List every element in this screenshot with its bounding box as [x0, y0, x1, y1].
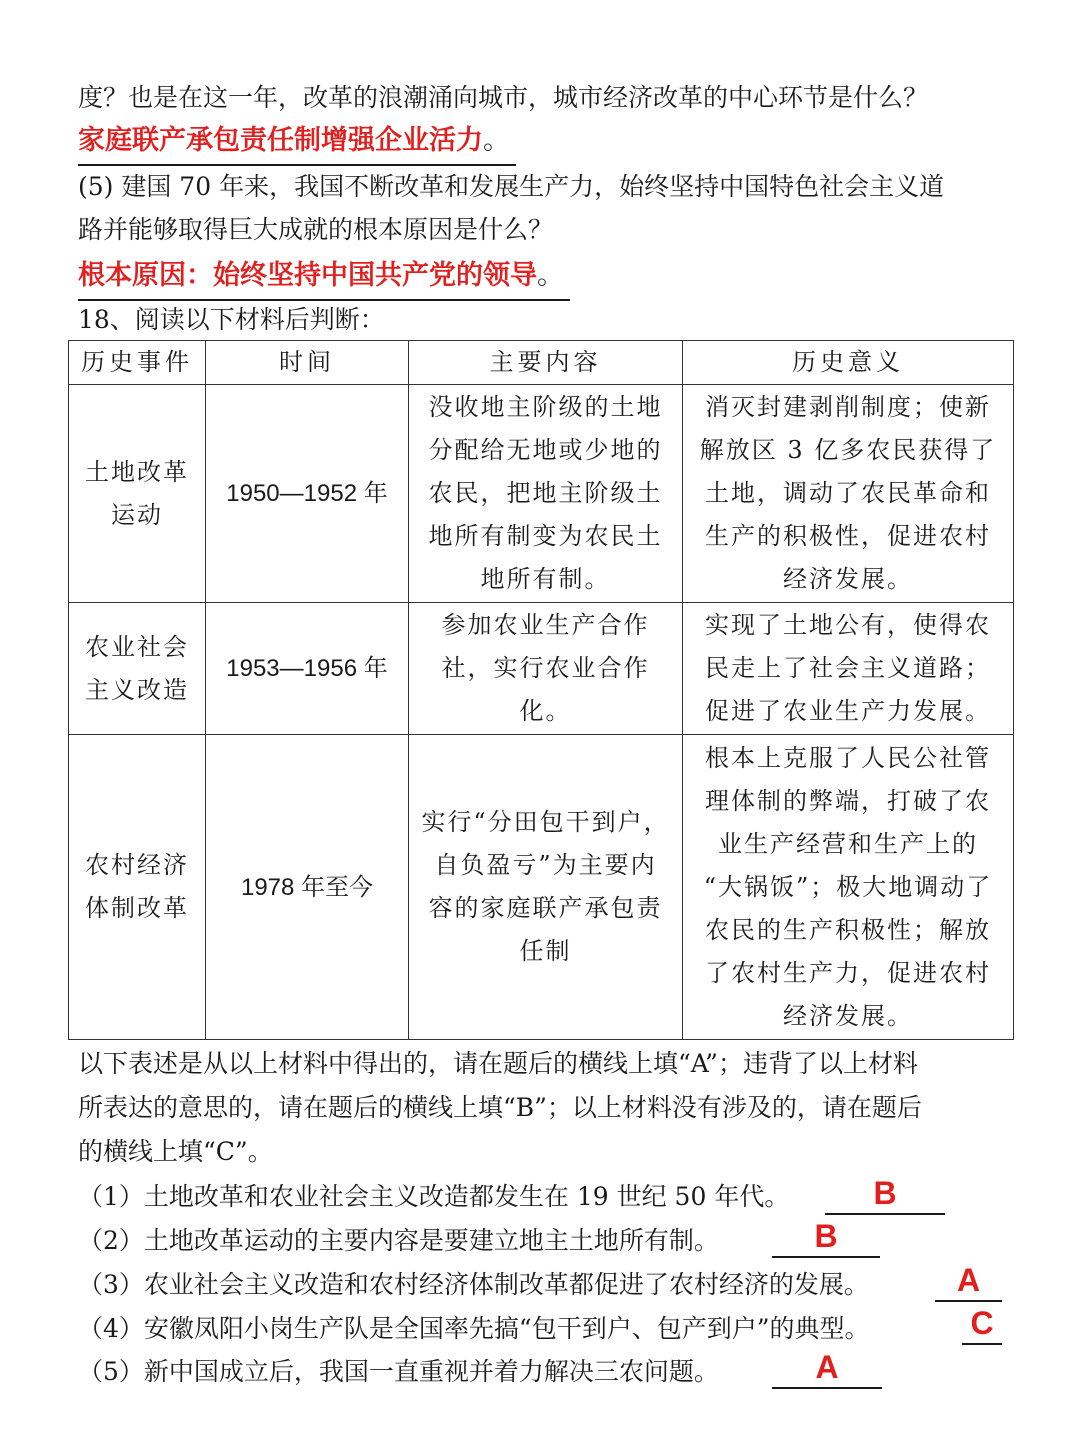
instruction-line1: 以下表述是从以上材料中得出的，请在题后的横线上填“A”；违背了以上材料 [78, 1049, 918, 1078]
judgement-question-4: （4）安徽凤阳小岗生产队是全国率先搞“包干到户、包产到户”的典型。 [78, 1314, 870, 1343]
event-cell: 土地改革 运动 [69, 385, 206, 603]
instruction-line2: 所表达的意思的，请在题后的横线上填“B”；以上材料没有涉及的，请在题后 [78, 1093, 922, 1122]
header-content: 主要内容 [409, 341, 683, 385]
answer-blank-3: A [935, 1260, 1002, 1302]
question-5-line2: 路并能够取得巨大成就的根本原因是什么？ [78, 215, 554, 244]
answer-blank-5: A [772, 1347, 882, 1389]
content-cell: 实行“分田包干到户， 自负盈亏”为主要内 容的家庭联产承包责 任制 [409, 735, 683, 1040]
time-cell: 1953—1956 年 [206, 603, 409, 735]
judgement-question-2: （2）土地改革运动的主要内容是要建立地主土地所有制。 [78, 1226, 719, 1255]
answer-text-red: 家庭联产承包责任制增强企业活力。 [78, 118, 516, 166]
meaning-cell: 实现了土地公有，使得农 民走上了社会主义道路； 促进了农业生产力发展。 [683, 603, 1014, 735]
header-time: 时间 [206, 341, 409, 385]
meaning-cell: 根本上克服了人民公社管 理体制的弊端，打破了农 业生产经营和生产上的 “大锅饭”；极大地调动了 农民的生产积极性；解放 了农村生产力，促进农村 经济发展。 [683, 735, 1014, 1040]
judgement-question-5: （5）新中国成立后，我国一直重视并着力解决三农问题。 [78, 1357, 719, 1386]
header-event: 历史事件 [69, 341, 206, 385]
table-row [69, 603, 1014, 735]
answer-text-red: 根本原因：始终坚持中国共产党的领导。 [78, 253, 570, 301]
history-table [68, 340, 1014, 1040]
event-cell: 农村经济 体制改革 [69, 735, 206, 1040]
answer-blank-4: C [962, 1303, 1002, 1345]
header-meaning: 历史意义 [683, 341, 1014, 385]
judgement-question-3: （3）农业社会主义改造和农村经济体制改革都促进了农村经济的发展。 [78, 1270, 869, 1299]
answer-blank-2: B [772, 1216, 880, 1258]
time-cell: 1950—1952 年 [206, 385, 409, 603]
table-row [69, 385, 1014, 603]
question-5-line1: (5) 建国 70 年来，我国不断改革和发展生产力，始终坚持中国特色社会主义道 [78, 172, 945, 201]
judgement-question-1: （1）土地改革和农业社会主义改造都发生在 19 世纪 50 年代。 [78, 1182, 790, 1211]
answer-blank-1: B [825, 1173, 945, 1215]
question-text-line: 度？也是在这一年，改革的浪潮涌向城市，城市经济改革的中心环节是什么？ [78, 83, 929, 112]
time-cell: 1978 年至今 [206, 735, 409, 1040]
content-cell: 没收地主阶级的土地 分配给无地或少地的 农民，把地主阶级土 地所有制变为农民土 地所有制。 [409, 385, 683, 603]
instruction-line3: 的横线上填“C”。 [78, 1137, 273, 1166]
content-cell: 参加农业生产合作 社，实行农业合作化。 [409, 603, 683, 735]
table-header-row [69, 341, 1014, 385]
meaning-cell: 消灭封建剥削制度；使新 解放区 3 亿多农民获得了 土地，调动了农民革命和 生产的积极性，促进农村 经济发展。 [683, 385, 1014, 603]
event-cell: 农业社会 主义改造 [69, 603, 206, 735]
table-row [69, 735, 1014, 1040]
question-18-title: 18、阅读以下材料后判断： [78, 305, 385, 334]
